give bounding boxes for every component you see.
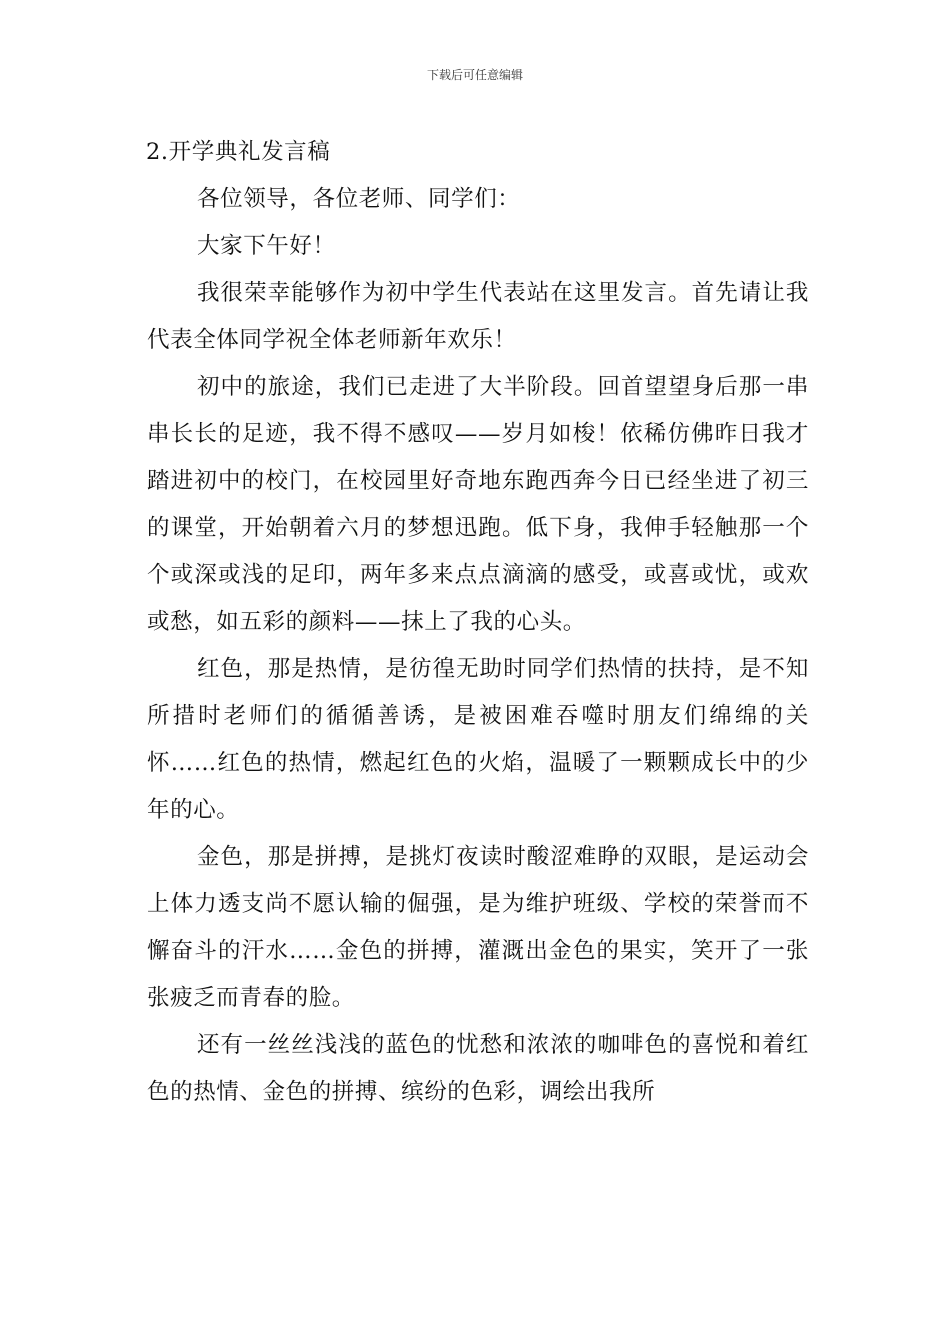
document-body [147, 129, 809, 1116]
page-header: 下载后可任意编辑 [426, 68, 523, 82]
paragraph-red: 红色，那是热情，是彷徨无助时同学们热情的扶持，是不知所措时老师们的循循善诱，是被困难吞噬时朋友们绵绵的关怀……红色的热情，燃起红色的火焰，温暖了一颗颗成长中的少年的心。 [147, 656, 809, 823]
paragraph-greeting: 大家下午好！ [197, 233, 336, 259]
paragraph-intro: 我很荣幸能够作为初中学生代表站在这里发言。首先请让我代表全体同学祝全体老师新年欢乐！ [147, 280, 809, 353]
paragraph-colors: 还有一丝丝浅浅的蓝色的忧愁和浓浓的咖啡色的喜悦和着红色的热情、金色的拼搏、缤纷的色彩，调绘出我所 [147, 1032, 809, 1105]
document-title: 2.开学典礼发言稿 [146, 139, 331, 165]
paragraph-gold: 金色，那是拼搏，是挑灯夜读时酸涩难睁的双眼，是运动会上体力透支尚不愿认输的倔强，是为维护班级、学校的荣誉而不懈奋斗的汗水……金色的拼搏，灌溉出金色的果实，笑开了一张张疲乏而青春的脸。 [147, 844, 809, 1011]
paragraph-salutation: 各位领导，各位老师、同学们： [197, 186, 521, 212]
paragraph-journey: 初中的旅途，我们已走进了大半阶段。回首望望身后那一串串长长的足迹，我不得不感叹——岁月如梭！依稀仿佛昨日我才踏进初中的校门，在校园里好奇地东跑西奔今日已经坐进了初三的课堂，开始朝着六月的梦想迅跑。低下身，我伸手轻触那一个个或深或浅的足印，两年多来点点滴滴的感受，或喜或忧，或欢或愁，如五彩的颜料——抹上了我的心头。 [147, 374, 809, 635]
